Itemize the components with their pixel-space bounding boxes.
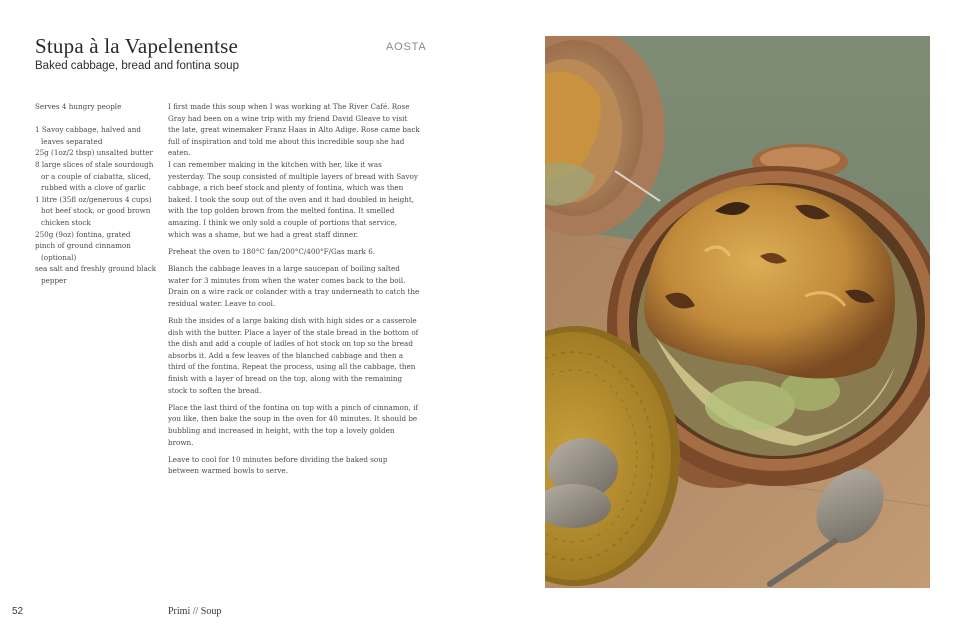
intro-paragraph: I can remember making in the kitchen with her, like it was yesterday. The soup consisted of multiple layers of bread with Savoy cabbage, a rich beef stock and plenty of fontina, which was then baked. I took the soup out of the oven and it had doubled in height, with the top golden brown from the melted fontina. It smelled amazing. I think we only sold a couple of portions that service, which was a shame, but we had a great staff dinner. <box>168 159 418 239</box>
ingredients-column <box>35 101 159 287</box>
recipe-subtitle: Baked cabbage, bread and fontina soup <box>35 60 239 72</box>
method-step: Blanch the cabbage leaves in a large saucepan of boiling salted water for 3 minutes from when the water comes back to the boil. Drain on a wire rack or colander with a tray underneath to catch the residual water. Leave to cool. <box>168 264 420 308</box>
method-step: Place the last third of the fontina on top with a pinch of cinnamon, if you like, then bake the soup in the oven for 40 minutes. It should be bubbling and increased in height, with the top a lovely golden brown. <box>168 402 419 447</box>
method-step: Rub the insides of a large baking dish with high sides or a casserole dish with the butter. Place a layer of the stale bread in the bottom of the dish and add a couple of ladles of hot stock on top so the bread absorbs it. Add a few leaves of the blanched cabbage and then a third of the fontina. Repeat the process, using all the cabbage, then finish with a layer of bread on the top, along with the remaining stock to soften the bread. <box>168 316 419 395</box>
ingredient-item: 8 large slices of stale sourdough or a couple of ciabatta, sliced, rubbed with a clove of garlic <box>35 159 154 193</box>
serves-text: Serves 4 hungry people <box>35 102 122 111</box>
ingredient-item: sea salt and freshly ground black pepper <box>35 264 157 285</box>
ingredient-list <box>35 124 159 286</box>
ingredient-item: 1 litre (35fl oz/generous 4 cups) hot beef stock, or good brown chicken stock <box>35 194 152 227</box>
ingredient-item: pinch of ground cinnamon (optional) <box>35 241 131 262</box>
ingredient-item: 1 Savoy cabbage, halved and leaves separated <box>35 125 141 146</box>
method-step: Preheat the oven to 180°C fan/200°C/400°F/Gas mark 6. <box>168 247 376 257</box>
recipe-region: AOSTA <box>386 41 427 53</box>
ingredient-item: 25g (1oz/2 tbsp) unsalted butter <box>35 148 153 158</box>
intro-paragraph: I first made this soup when I was working at The River Café. Rose Gray had been on a wine trip with my friend David Gleave to visit the late, great winemaker Franz Haas in Alto Adige. Rose came back full of inspiration and told me about this incredible soup she had eaten. <box>168 102 420 158</box>
running-head: Primi // Soup <box>168 606 222 617</box>
recipe-title: Stupa à la Vapelenentse <box>35 34 239 58</box>
food-photo <box>545 36 930 588</box>
method-step: Leave to cool for 10 minutes before dividing the baked soup between warmed bowls to serve. <box>168 454 388 476</box>
ingredient-item: 250g (9oz) fontina, grated <box>35 229 131 239</box>
method-column <box>168 101 420 482</box>
page-number: 52 <box>12 606 24 617</box>
food-photo-illustration <box>545 36 930 588</box>
